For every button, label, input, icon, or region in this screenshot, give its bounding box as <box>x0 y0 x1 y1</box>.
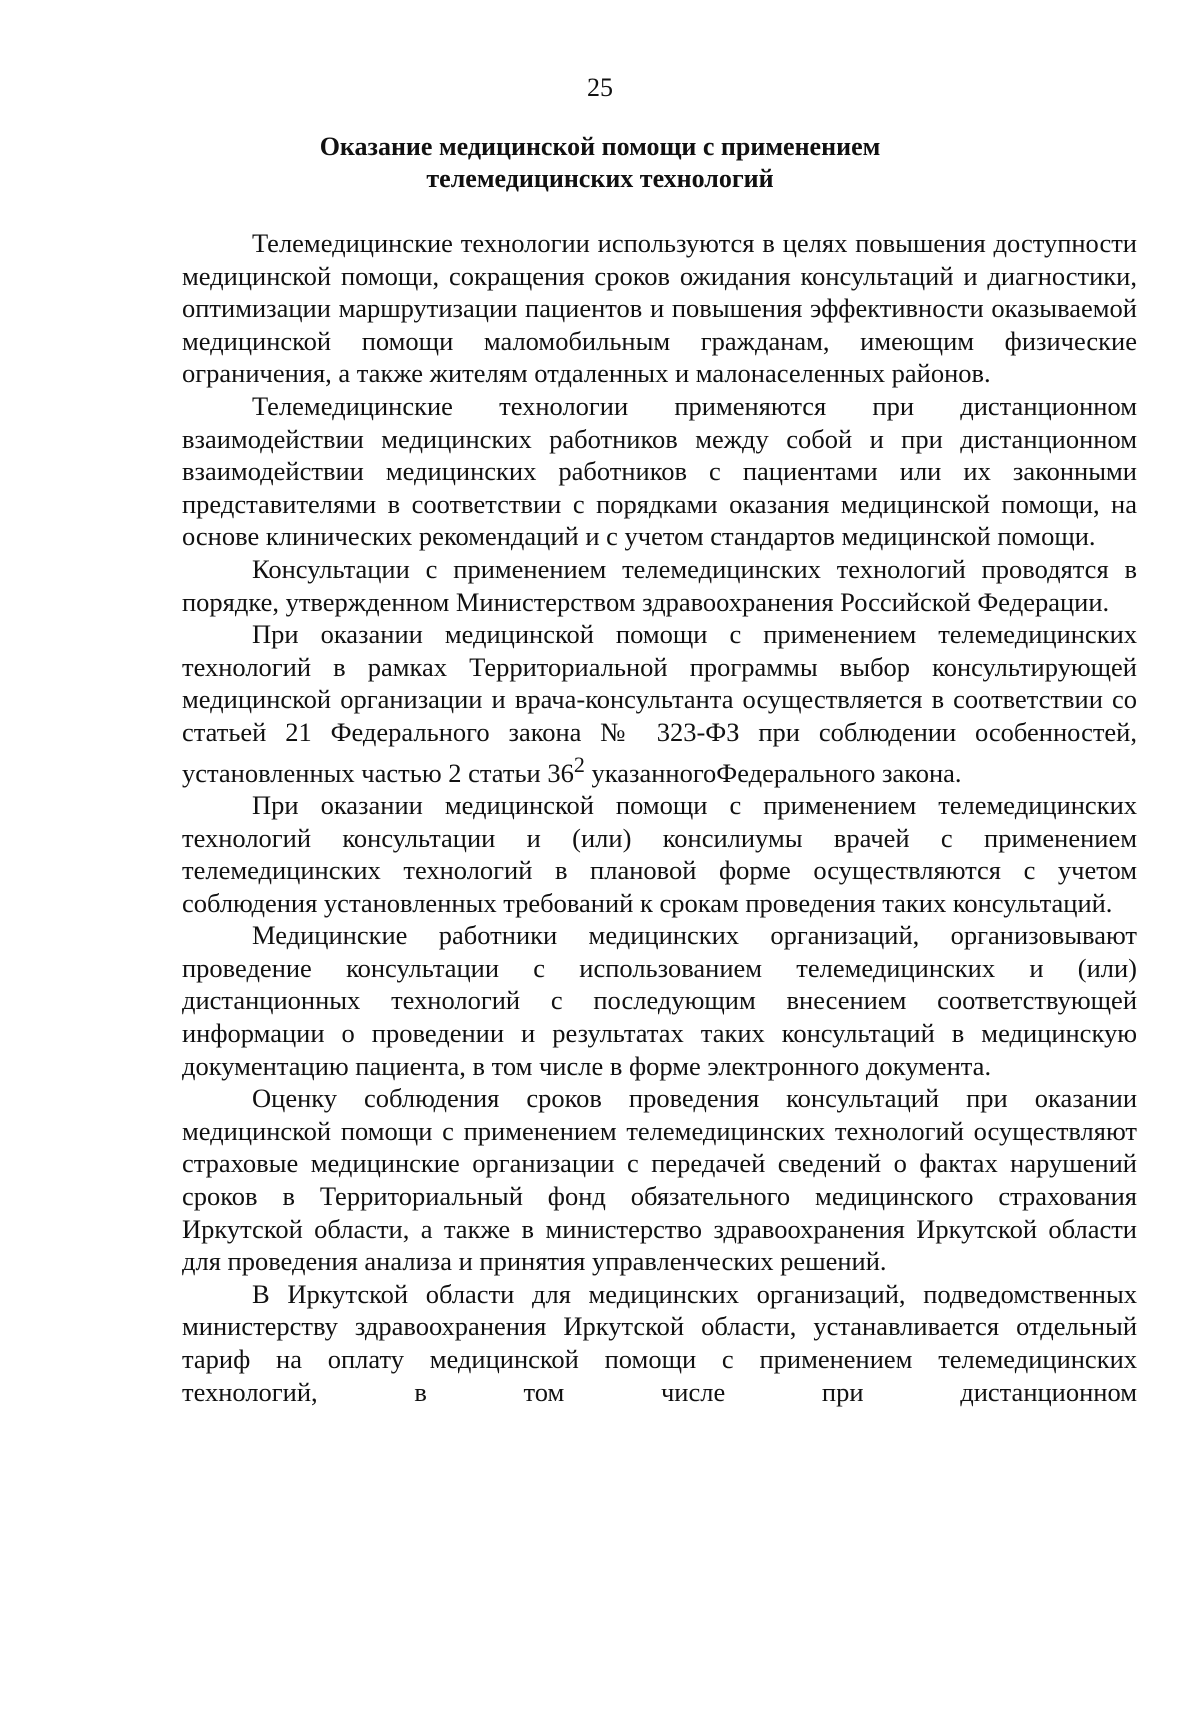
section-heading-line-2: телемедицинских технологий <box>426 164 774 193</box>
paragraph-4 <box>182 618 1137 789</box>
paragraph-8: В Иркутской области для медицинских организаций, подведомственных министерству здравоохранения Иркутской области, устанавливается отдельный тариф на оплату медицинской помощи с применением телемедицинских технологий, в том числе при дистанционном <box>182 1278 1137 1407</box>
paragraph-2: Телемедицинские технологии применяются при дистанционном взаимодействии медицинских работников между собой и при дистанционном взаимодействии медицинских работников с пациентами или их законными представителями в соответствии с порядками оказания медицинской помощи, на основе клинических рекомендаций и с учетом стандартов медицинской помощи. <box>182 390 1137 552</box>
paragraph-1: Телемедицинские технологии используются в целях повышения доступности медицинской помощи, сокращения сроков ожидания консультаций и диагностики, оптимизации маршрутизации пациентов и повышения эффективности оказываемой медицинской помощи маломобильным гражданам, имеющим физические ограничения, а также жителям отдаленных и малонаселенных районов. <box>182 228 1137 389</box>
section-heading-line-1: Оказание медицинской помощи с применением <box>319 132 881 161</box>
page-number: 25 <box>587 73 613 102</box>
paragraph-3: Консультации с применением телемедицинских технологий проводятся в порядке, утвержденном Министерством здравоохранения Российской Федерации. <box>182 553 1137 617</box>
paragraph-6: Медицинские работники медицинских организаций, организовывают проведение консультации с использованием телемедицинских и (или) дистанционных технологий с последующим внесением соответствующей информации о проведении и результатах таких консультаций в медицинскую документацию пациента, в том числе в форме электронного документа. <box>182 920 1137 1081</box>
section-heading <box>300 131 900 195</box>
paragraph-7: Оценку соблюдения сроков проведения консультаций при оказании медицинской помощи с применением телемедицинских технологий осуществляют страховые медицинские организации с передачей сведений о фактах нарушений сроков в Территориальный фонд обязательного медицинского страхования Иркутской области, а также в министерство здравоохранения Иркутской области для проведения анализа и принятия управленческих решений. <box>182 1083 1137 1277</box>
superscript-2: 2 <box>573 751 585 777</box>
body-text <box>182 227 1137 1408</box>
paragraph-4-tail: указанногоФедерального закона. <box>584 757 962 788</box>
paragraph-4-text: При оказании медицинской помощи с применением телемедицинских технологий в рамках Территориальной программы выбор консультирующей медицинской организации и врача-консультанта осуществляется в соответствии со статьей 21 Федерального закона № 323-ФЗ при соблюдении особенностей, установленных частью 2 статьи 36 <box>182 619 1137 788</box>
paragraph-5: При оказании медицинской помощи с применением телемедицинских технологий консультации и (или) консилиумы врачей с применением телемедицинских технологий в плановой форме осуществляются с учетом соблюдения установленных требований к срокам проведения таких консультаций. <box>182 789 1137 918</box>
